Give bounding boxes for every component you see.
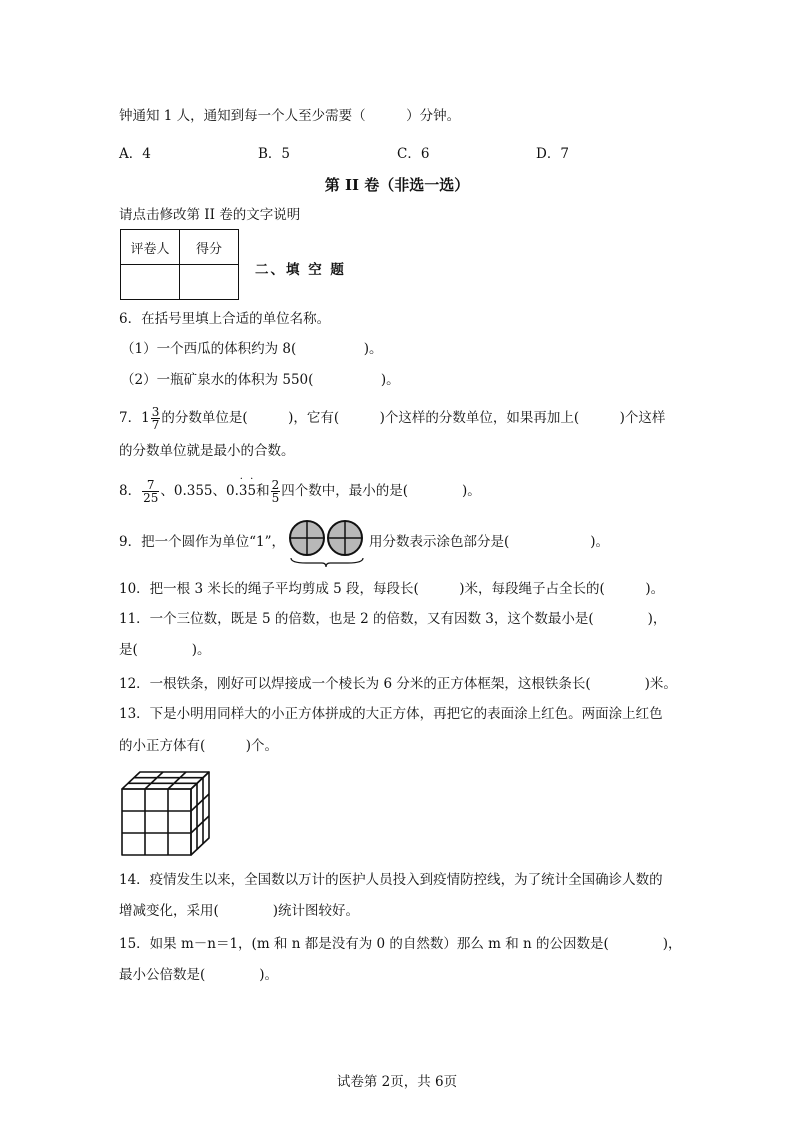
q8-f2-denominator: 5 xyxy=(271,491,280,505)
q11-line2: 是( )。 xyxy=(119,642,211,658)
q7-line2: 的分数单位就是最小的合数。 xyxy=(119,443,295,459)
q7-rest: 的分数单位是( )，它有( )个这样的分数单位，如果再加上( )个这样 xyxy=(161,410,666,426)
circle-right-icon xyxy=(328,521,362,555)
score-table xyxy=(120,229,239,300)
grader-label: 评卷人 xyxy=(121,230,180,265)
q7-prefix: 7． xyxy=(119,410,142,426)
q8-rest: 四个数中，最小的是( )。 xyxy=(281,483,481,499)
q8-f1-numerator: 7 xyxy=(142,479,159,492)
q13-line1: 13．下是小明用同样大的小正方体拼成的大正方体，再把它的表面涂上红色。两面涂上红色 xyxy=(119,706,663,722)
q7-denominator: 7 xyxy=(151,418,160,432)
q9-before: 9．把一个圆作为单位“1”， xyxy=(119,534,285,550)
q8-mid: 和 xyxy=(256,483,270,499)
q10: 10．把一根 3 米长的绳子平均剪成 5 段，每段长( )米，每段绳子占全长的( )。 xyxy=(119,581,665,597)
q8-f1-denominator: 25 xyxy=(143,491,159,505)
q6-sub2: （2）一瓶矿泉水的体积为 550( )。 xyxy=(121,372,400,388)
q8-f2-numerator: 2 xyxy=(271,478,280,492)
q6-sub1: （1）一个西瓜的体积约为 8( )。 xyxy=(121,341,383,357)
q5-option-a: A．4 xyxy=(119,146,151,162)
q8-rep-base: 0. xyxy=(226,483,239,499)
grader-cell xyxy=(121,265,180,300)
q8-line xyxy=(119,474,481,505)
q8-fraction-1 xyxy=(142,479,159,504)
q8-sep1: 、0.355、 xyxy=(160,483,227,499)
q7-numerator: 3 xyxy=(151,405,160,419)
q8-repeat-dots: · · xyxy=(239,474,256,485)
score-cell xyxy=(180,265,239,300)
q5-tail: 钟通知 1 人，通知到每一个人至少需要（ ）分钟。 xyxy=(119,108,461,124)
cube-figure xyxy=(117,769,213,861)
brace-icon xyxy=(291,558,363,567)
q5-option-d: D．7 xyxy=(536,146,569,162)
q8-fraction-2 xyxy=(271,479,281,504)
score-label: 得分 xyxy=(180,230,239,265)
q9-after: 用分数表示涂色部分是( )。 xyxy=(369,534,610,550)
circle-left-icon xyxy=(290,521,324,555)
two-circles-figure xyxy=(286,518,368,568)
q11-line1: 11．一个三位数，既是 5 的倍数，也是 2 的倍数，又有因数 3，这个数最小是( )， xyxy=(119,611,667,627)
part2-title: 第 II 卷（非选一选） xyxy=(324,176,470,194)
q14-line1: 14．疫情发生以来，全国数以万计的医护人员投入到疫情防控线，为了统计全国确诊人数的 xyxy=(119,872,663,888)
q8-repeating-digits xyxy=(238,474,257,501)
q8-rep-digits: 35 xyxy=(238,483,257,499)
q14-line2: 增减变化，采用( )统计图较好。 xyxy=(119,903,360,919)
page-footer: 试卷第 2页，共 6页 xyxy=(336,1074,458,1090)
q13-line2: 的小正方体有( )个。 xyxy=(119,738,279,754)
q6-stem: 6．在括号里填上合适的单位名称。 xyxy=(119,311,331,327)
section-title: 二、填 空 题 xyxy=(255,262,346,278)
q8-prefix: 8． xyxy=(119,483,142,499)
q5-option-c: C．6 xyxy=(397,146,430,162)
q7-fraction xyxy=(151,406,161,431)
q5-option-b: B．5 xyxy=(258,146,291,162)
q12: 12．一根铁条，刚好可以焊接成一个棱长为 6 分米的正方体框架，这根铁条长( )米。 xyxy=(119,676,677,692)
q15-line2: 最小公倍数是( )。 xyxy=(119,967,279,983)
q7-line1 xyxy=(119,406,665,431)
q15-line1: 15．如果 m－n＝1，(m 和 n 都是没有为 0 的自然数）那么 m 和 n 的公因数是( )， xyxy=(119,936,682,952)
part2-note: 请点击修改第 II 卷的文字说明 xyxy=(119,207,301,223)
q7-whole: 1 xyxy=(141,410,150,426)
